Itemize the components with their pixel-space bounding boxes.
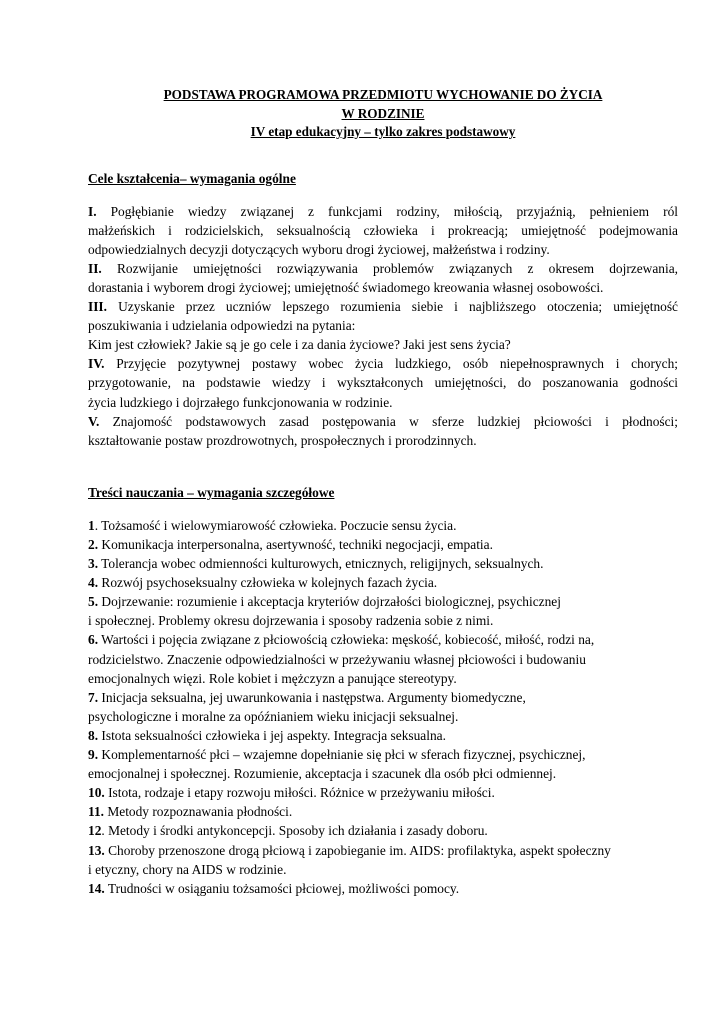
goal-line: V. Znajomość podstawowych zasad postępowania w sferze ludzkiej płciowości i płodności; xyxy=(88,413,678,429)
goal-line: poszukiwania i udzielania odpowiedzi na pytania: xyxy=(88,318,356,334)
item-number: 11. xyxy=(88,804,104,820)
item-number: 4. xyxy=(88,575,99,591)
item-number: 3. xyxy=(88,556,99,572)
title-line-3: IV etap edukacyjny – tylko zakres podstawowy xyxy=(250,124,516,139)
goal-number: IV. xyxy=(88,356,105,372)
section-heading-goals: Cele kształcenia– wymagania ogólne xyxy=(88,170,296,186)
title-line-2: W RODZINIE xyxy=(341,105,425,121)
list-item-continuation: i etyczny, chory na AIDS w rodzinie. xyxy=(88,861,287,877)
item-number: 13. xyxy=(88,842,105,858)
list-item: 8. Istota seksualności człowieka i jej aspekty. Integracja seksualna. xyxy=(88,727,446,743)
list-item: 2. Komunikacja interpersonalna, asertywność, techniki negocjacji, empatia. xyxy=(88,537,493,552)
goal-number: V. xyxy=(88,413,100,429)
goal-line: odpowiedzialnych decyzji dotyczących wyboru drogi życiowej, małżeństwa i rodziny. xyxy=(88,241,550,257)
list-item: 4. Rozwój psychoseksualny człowieka w kolejnych fazach życia. xyxy=(88,575,438,591)
list-item: 12. Metody i środki antykoncepcji. Sposoby ich działania i zasady doboru. xyxy=(88,823,488,839)
document-page xyxy=(88,86,678,898)
goal-line: małżeńskich i rodzicielskich, seksualnością człowieka i prokreacją; umiejętność podejmowania xyxy=(88,222,678,238)
list-item-continuation: psychologiczne i moralne za opóźnianiem wieku inicjacji seksualnej. xyxy=(88,708,459,724)
item-number: 2. xyxy=(88,537,99,552)
list-item: 1. Tożsamość i wielowymiarowość człowieka. Poczucie sensu życia. xyxy=(88,517,457,533)
item-number: 7. xyxy=(88,689,99,705)
item-number: 10. xyxy=(88,785,105,801)
item-number: 6. xyxy=(88,632,99,648)
list-item: 7. Inicjacja seksualna, jej uwarunkowania i następstwa. Argumenty biomedyczne, xyxy=(88,689,526,705)
list-item-continuation: emocjonalnych więzi. Role kobiet i mężczyzn a panujące stereotypy. xyxy=(88,670,457,686)
goal-line: IV. Przyjęcie pozytywnej postawy wobec życia ludzkiego, osób niepełnosprawnych i chorych; xyxy=(88,356,678,372)
list-item: 13. Choroby przenoszone drogą płciową i zapobieganie im. AIDS: profilaktyka, aspekt społeczny xyxy=(88,842,611,858)
title-line-1: PODSTAWA PROGRAMOWA PRZEDMIOTU WYCHOWANIE DO ŻYCIA xyxy=(163,87,603,102)
list-item: 5. Dojrzewanie: rozumienie i akceptacja kryteriów dojrzałości biologicznej, psychicznej xyxy=(88,594,561,610)
list-item: 3. Tolerancja wobec odmienności kulturowych, etnicznych, religijnych, seksualnych. xyxy=(88,556,544,572)
goal-line: III. Uzyskanie przez uczniów lepszego rozumienia siebie i najbliższego otoczenia; umiejętność xyxy=(88,299,678,315)
goal-line: przygotowanie, na podstawie wiedzy i wykształconych umiejętności, do poszanowania godności xyxy=(88,375,678,391)
detailed-requirements-list xyxy=(88,516,678,898)
list-item: 6. Wartości i pojęcia związane z płciowością człowieka: męskość, kobiecość, miłość, rodzi na, xyxy=(88,632,595,648)
goal-line: II. Rozwijanie umiejętności rozwiązywania problemów związanych z okresem dojrzewania, xyxy=(88,260,678,276)
goal-line: dorastania i wyborem drogi życiowej; umiejętność świadomego kreowania własnej osobowości. xyxy=(88,279,604,295)
list-item-continuation: emocjonalnej i społecznej. Rozumienie, akceptacja i szacunek dla osób płci odmiennej. xyxy=(88,766,557,782)
item-number: 8. xyxy=(88,727,99,743)
list-item: 14. Trudności w osiąganiu tożsamości płciowej, możliwości pomocy. xyxy=(88,880,460,896)
list-item: 10. Istota, rodzaje i etapy rozwoju miłości. Różnice w przeżywaniu miłości. xyxy=(88,785,495,801)
item-number: 12 xyxy=(88,823,102,839)
list-item-continuation: i społecznej. Problemy okresu dojrzewania i sposoby radzenia sobie z nimi. xyxy=(88,613,494,629)
general-goals-list xyxy=(88,202,678,450)
goal-line: kształtowanie postaw prozdrowotnych, prospołecznych i prorodzinnych. xyxy=(88,432,477,448)
goal-line: I. Pogłębianie wiedzy związanej z funkcjami rodziny, miłością, przyjaźnią, pełnieniem ról xyxy=(88,203,678,219)
goal-number: I. xyxy=(88,203,97,219)
goal-number: II. xyxy=(88,260,102,276)
list-item: 9. Komplementarność płci – wzajemne dopełnianie się płci w sferach fizycznej, psychicznej, xyxy=(88,747,586,763)
section-heading-content: Treści nauczania – wymagania szczegółowe xyxy=(88,484,335,500)
goal-line: Kim jest człowiek? Jakie są je go cele i za dania życiowe? Jaki jest sens życia? xyxy=(88,337,511,353)
goal-number: III. xyxy=(88,299,107,315)
item-number: 1 xyxy=(88,517,95,533)
item-number: 9. xyxy=(88,747,99,763)
item-number: 14. xyxy=(88,880,105,896)
item-number: 5. xyxy=(88,594,99,610)
list-item-continuation: rodzicielstwo. Znaczenie odpowiedzialności w przeżywaniu własnej płciowości i budowaniu xyxy=(88,651,586,667)
goal-line: życia ludzkiego i dojrzałego funkcjonowania w rodzinie. xyxy=(88,394,393,410)
list-item: 11. Metody rozpoznawania płodności. xyxy=(88,804,293,820)
